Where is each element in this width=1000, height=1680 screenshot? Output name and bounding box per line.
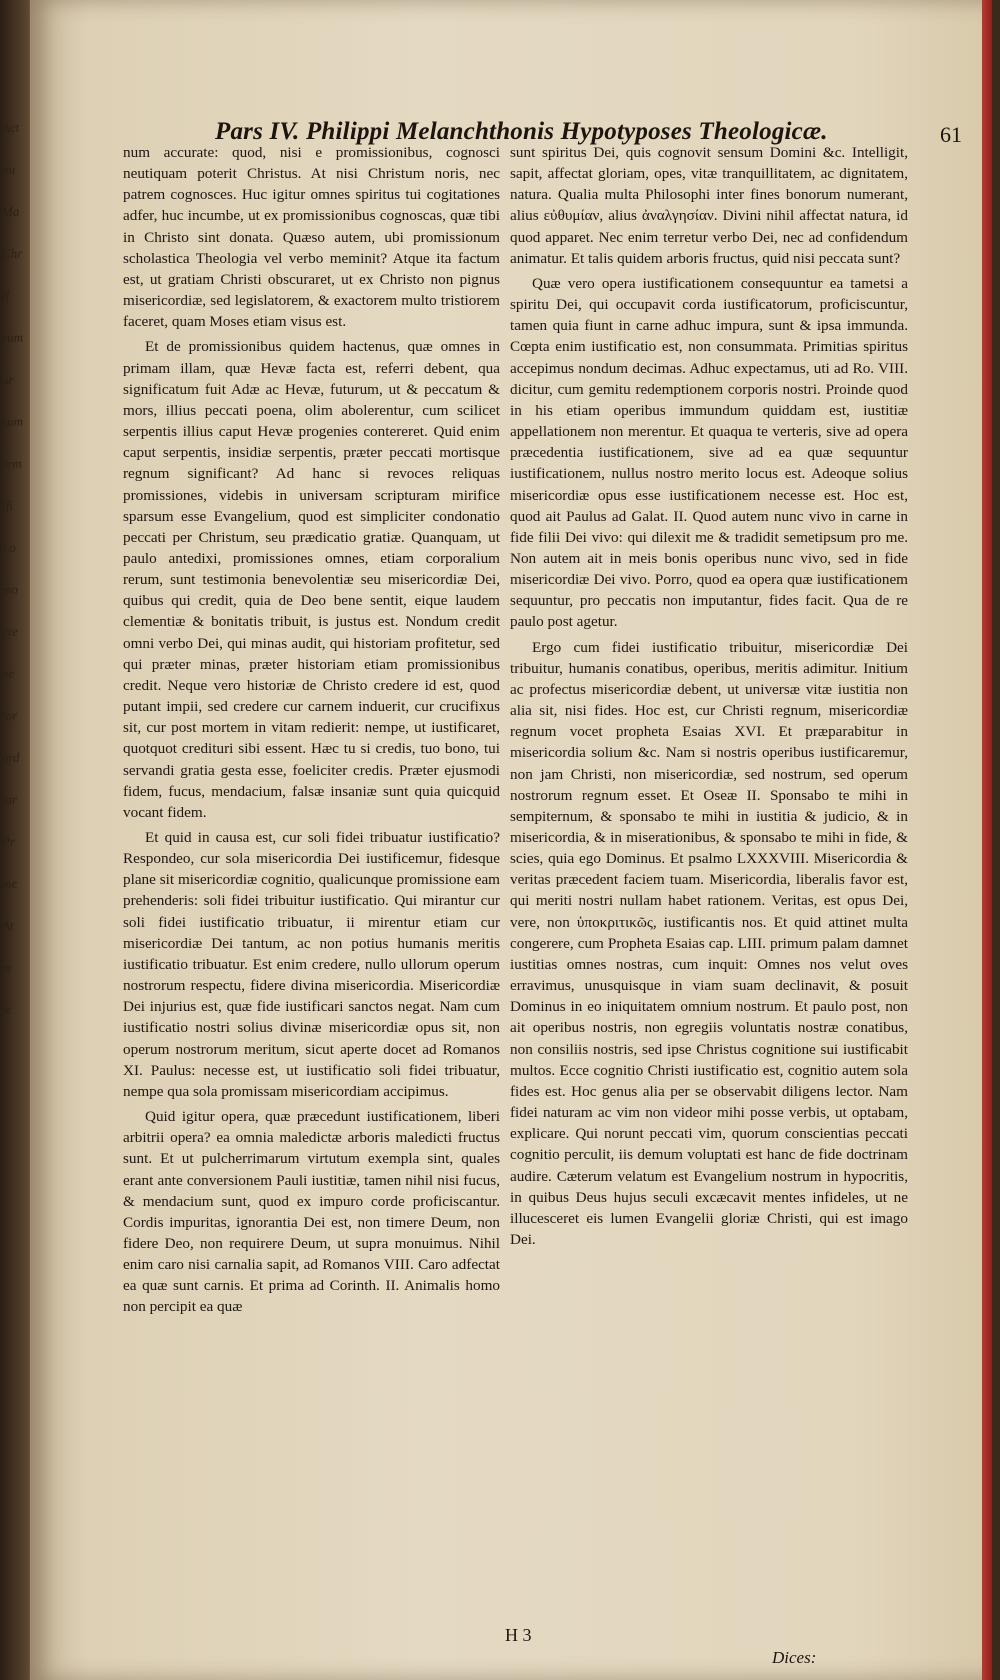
gutter-fragment: mo (1, 581, 19, 598)
book-page (30, 0, 992, 1680)
page-number: 61 (940, 122, 962, 147)
gutter-fragment: re (1, 959, 13, 976)
gutter-fragment: nu (1, 161, 16, 178)
gutter-fragment: Act (1, 119, 20, 136)
paragraph: Et quid in causa est, cur soli fidei tribuatur iustificatio? Respondeo, cur sola misericordia Dei iustificemur, fidesque plane sit misericordiæ cognitio, qualicunque promissione eam prehenderis: soli fidei tribuitur iustificatio. Qui mirantur cur soli fidei iustificatio tribuatur, ii mirentur etiam cur misericordiæ Dei tantum, ac non potius humanis meritis iustificatio tribuatur. Est enim credere, nullo ullorum operum nostrorum respectu, fidere divina misericordia. Misericordiæ Dei injurius est, quæ fide iustificari sanctos negat. Nam cum iustificatio nostri solius divinæ misericordiæ opus sit, non operum nostrorum meritum, sicut aperte docet ad Romanos XI. Paulus: necesse est, ut iustificatio soli fidei tribuatur, nempe qua sola promissam misericordiam accipimus. (123, 829, 500, 1100)
gutter-fragment: rem (1, 455, 23, 472)
gutter-fragment: cre (1, 623, 19, 640)
left-column (123, 142, 500, 1318)
gutter-fragment: Lo (1, 539, 17, 556)
gutter-fragment: if (1, 287, 10, 304)
signature-mark: H 3 (505, 1625, 532, 1645)
paragraph: Ergo cum fidei iustificatio tribuitur, misericordiæ Dei tribuitur, humanis conatibus, operibus, meritis adimitur. Initium ac profectus misericordiæ debent, ut universæ vitæ iustitia non alia sit, nisi fides. Hoc est, cur Christi regnum, misericordiæ regnum vocet propheta Esaias XVI. Et præparabitur in misericordia solium &c. Nam si nostris operibus iustificaremur, non jam Christi, non misericordiæ, sed nostrum, sed operum nostrorum regnum esset. Et Oseæ II. Sponsabo te mihi in sempiternum, & sponsabo te mihi in iustitia & judicio, & in misericordia, & in miserationibus, & sponsabo te mihi in fide, & scies, quia ego Dominus. Et psalmo LXXXVIII. Misericordia & veritas præcedent faciem tuam. Misericordia, liberalis favor est, qui meriti nostri nullam habet rationem. Veritas, est opus Dei, vere, non ὑποκριτικῶς, iustificantis nos. Et quid attinet multa congerere, cum Propheta Esaias cap. LIII. primum palam damnet iustitias omnes nostras, cum inquit: Omnes nos velut oves erravimus, unusquisque in viam suam declinavit, & posuit Dominus in eo iniquitatem omnium nostrum. Et paulo post, non ait operibus nostris, non egregiis voluntatis nostræ conatibus, non consiliis nostris, sed ipse Christus cognitione sui iustificabit multos. Ecce cognitio Christi iustificatio est, cognitio autem sola fides est. Hoc genus alia per se observabit diligens lector. Nam fidei naturam ac vim non videor mihi posse verbis, ut optabam, explicare. Qui norunt peccati vim, quorum conscientias peccati cognitio perculit, iis demum voluptati est hanc de fide doctrinam audire. Cæterum velatum est Evangelium nostrum in hypocritis, in quibus Deus hujus seculi excæcavit mentes infideles, ut ne illucesceret eis lumen Evangelii gloriæ Christi, qui est imago Dei. (510, 638, 908, 1248)
red-page-edge (982, 0, 992, 1680)
gutter-fragment: rum (1, 329, 24, 346)
paragraph: num accurate: quod, nisi e promissionibus, cognosci neutiquam poterit Christus. At nisi Christum noris, nec patrem cognosces. Huc igitur omnes spiritus tui cogitationes adfer, huc incumbe, ut ex promissionibus cognoscas, quæ tibi in Christo sint donata. Quæso autem, ubi promissionum scholastica Theologia vel verbo meminit? Atque ita factum est, ut gratiam Christi obscuraret, ut ex Christo non pignus misericordiæ, sed legislatorem, & exactorem multo tristiorem faceret, quam Moses etiam visus est. (123, 144, 500, 331)
gutter-fragment: sum (1, 413, 24, 430)
gutter-fragment: Pr (1, 833, 16, 850)
paragraph: Quæ vero opera iustificationem consequuntur ea tametsi a spiritu Dei, qui occupavit corda iustificatorum, proficiscuntur, tamen quia fiunt in carne adhuc impura, sunt & ipsa immunda. Cœpta enim iustificatio est, non consummata. Primitias spiritus accepimus nondum decimas. Adhuc expectamus, uti ad Ro. VIII. dicitur, cum gemitu redemptionem corporis nostri. Proinde quod in his etiam operibus immundum quiddam est, iustitiæ appellationem non merentur. Et quaqua te verteris, sive ad opera præcedentia iustificationem, sive ad ea quæ sequuntur iustificationem, nullus nostro merito locus est. Adeoque solius misericordiæ opus esse iustificationem necesse est. Hoc est, quod ait Paulus ad Galat. II. Quod autem nunc vivo in carne in fide filii Dei vivo: qui dilexit me & tradidit semetipsum pro me. Non autem ait in meis bonis operibus nunc vivo, sed in fide misericordiæ Dei vivo. Porro, quod ea opera quæ iustificationem sequuntur, pro peccatis non imputantur, fides facit. Qua de re paulo post agetur. (510, 274, 908, 631)
gutter-fragment: At (1, 917, 14, 934)
gutter-fragment: for (1, 707, 18, 724)
gutter-fragment: ne (1, 665, 15, 682)
paragraph: sunt spiritus Dei, quis cognovit sensum Domini &c. Intelligit, sapit, affectat gloriam, opes, vitæ tranquillitatem, ac dignitatem, natura. Qualia multa Philosophi inter fines bonorum numerant, alius εὐθυμίαν, alius ἀναλγησίαν. Divini nihil affectat natura, id quod apparet. Nec enim terretur verbo Dei, nec ad confidendum animatur. Et talis quidem arboris fructus, quid nisi peccata sunt? (510, 144, 908, 267)
gutter-fragment: ord (1, 749, 20, 766)
gutter-fragment: ur (1, 371, 14, 388)
gutter-fragment: tar (1, 791, 18, 808)
paragraph: Quid igitur opera, quæ præcedunt iustificationem, liberi arbitrii opera? ea omnia maledictæ arboris maledicti fructus sunt. Et ut pulcherrimarum virtutum exempla sint, quales erant ante conversionem Pauli iustitiæ, tamen nihil nisi fucus, & mendacium sunt, quod ex impuro corde proficiscantur. Cordis impuritas, ignorantia Dei est, non timere Deum, non fidere Deo, non requirere Deum, ut supra monuimus. Nihil enim caro nisi carnalia sapit, ad Romanos VIII. Caro adfectat ea quæ sunt carnis. Et prima ad Corinth. II. Animalis homo non percipit ea quæ (123, 1108, 500, 1316)
gutter-fragment: Chr (1, 245, 23, 262)
catchword: Dices: (772, 1648, 817, 1667)
right-column (510, 142, 908, 1250)
paragraph: Et de promissionibus quidem hactenus, quæ omnes in primam illam, quæ Hevæ facta est, referri debent, qua significatum fuit Adæ ac Hevæ, futurum, ut & peccatum & mors, illius peccati poena, olim abolerentur, cum scilicet serpentis illius caput Hevæ progenies contereret. Quid enim caput serpentis, insidiæ serpentis, præter peccati mortisque regnum significant? Ad hanc si revoces reliquas promissiones, videbis in universam scripturam mirifice sparsum esse Evangelium, quod est simpliciter condonatio peccati per Christum, seu prædicatio gratiæ. Quanquam, ut paulo antedixi, promissiones omnes, etiam corporalium rerum, sunt testimonia benevolentiæ seu misericordiæ Dei, quibus qui credit, quia de Deo bene sentit, eique laudem clementiæ & bonitatis tribuit, is justus est. Nondum credit omni verbo Dei, qui minas audit, qui historiam profitetur, sed qui præter minas, præter historiam etiam promissionibus credit. Neque vero historiæ de Christo credere id est, quod putant impii, sed credere cur carnem induerit, cur crucifixus sit, cur post mortem in vitam redierit: nempe, ut iustificaret, quotquot credituri sibi essent. Hæc tu si credis, tuo bono, tui servandi gratia gesta esse, foeliciter credis. Præter ejusmodi fidem, fucus, mendacium, falsæ insaniæ sunt quia quicquid vocant fidem. (123, 338, 500, 821)
gutter-fragment: fe (1, 1001, 12, 1018)
gutter-fragment: Ma (1, 203, 20, 220)
running-title: Pars IV. Philippi Melanchthonis Hypotyposes Theologicæ. (215, 118, 828, 145)
gutter-fragment: me (1, 875, 18, 892)
gutter-fragment: ifi (1, 497, 14, 514)
